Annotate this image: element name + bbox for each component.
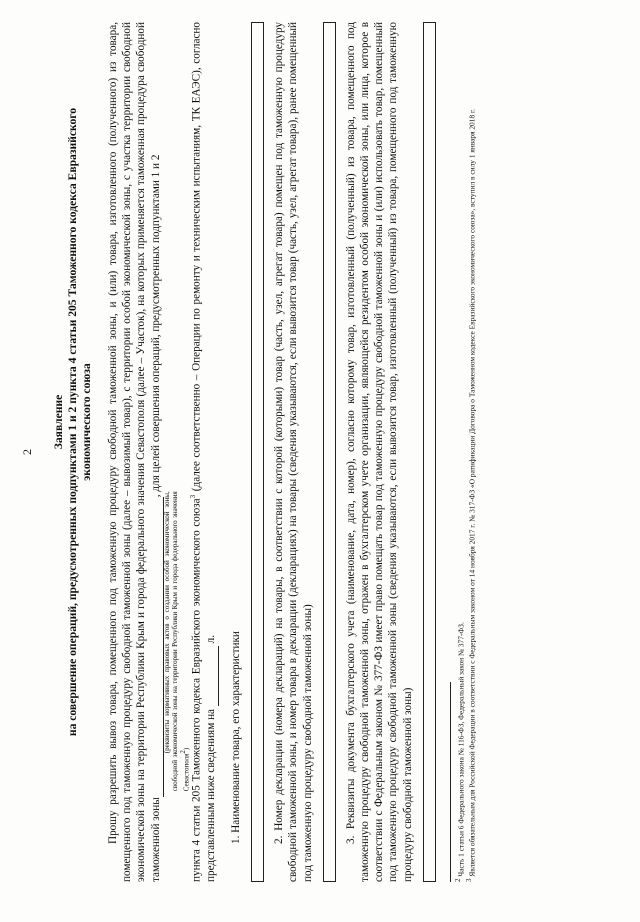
title-line-3: экономического союза (80, 363, 93, 481)
footnote-2 (454, 22, 465, 882)
footnote-ref-3: 3 (188, 494, 197, 499)
paragraph-article-part4: (далее соответственно – Операции по ремонту и техническим испытаниям, ТК ЕАЭС), согласно представленным ниже сведениям на (190, 22, 217, 882)
paragraph-article (186, 22, 219, 882)
blank-sheets-count[interactable] (204, 646, 219, 706)
legal-acts-label: (реквизиты нормативных правовых актов о создании особой экономической зоны, свободной экономической зоны на территории Республики Крым и города федерального значения Севастополя (162, 491, 190, 792)
item-1-field[interactable] (251, 22, 264, 882)
sheets-suffix: л. (204, 634, 217, 644)
document-title (52, 32, 94, 812)
title-line-1: Заявление (52, 394, 65, 450)
page-number: 2 (20, 449, 34, 455)
page-content (8, 22, 628, 882)
item-3-label: 3. Реквизиты документа бухгалтерского учета (наименование, дата, номер), согласно которому товар, изготовленный (полученный) из товара, помещенного под таможенную процедуру свободной таможенной зоны, отражен в бухгалтерском учете организации, являющейся резидентом особой экономической зоны, или лица, которое в соответствии с Федеральным законом № 377-ФЗ имеет право помещать товар под таможенную процедуру свободной таможенной зоны и (или) использовать товар, помещенный под таможенную процедуру свободной таможенной зоны (сведения указываются, если вывозится товар, изготовленный (полученный) из товара, помещенного под таможенную процедуру свободной таможенной зоны) (344, 22, 414, 882)
title-line-2: на совершение операций, предусмотренных подпунктами 1 и 2 пункта 4 статьи 205 Таможенного кодекса Евразийского (66, 107, 79, 737)
paragraph-request-part1: Прошу разрешить вывоз товара, помещенного под таможенную процедуру свободной таможенной зоны, и (или) товара, изготовленного (полученного) из товара, помещенного под таможенную процедуру свободной таможенной зоны (далее – вывозимый товар), с территории особой экономической зоны, с участка территории свободной экономической зоны на территории Республики Крым и города федерального значения Севастополя (далее – Участок), на которых применяется таможенная процедура свободной таможенной зоны (107, 22, 162, 882)
footnote-ref-2: 2 (178, 750, 187, 754)
paragraph-article-part3: пункта 4 статьи 205 Таможенного кодекса Евразийского экономического союза (190, 498, 203, 882)
footnote-3-mark: 3 (465, 878, 474, 882)
footnote-3 (465, 22, 476, 882)
footnote-3-text: Является обязательным для Российской Федерации в соответствии с Федеральным законом от 14 ноября 2017 г. № 317-ФЗ «О ратификации Договора о Таможенном кодексе Евразийского экономического союза», вступил в силу 1 января 2018 г. (467, 108, 477, 877)
item-2-field[interactable] (323, 22, 336, 882)
footnote-divider (450, 682, 451, 882)
item-1-label: 1. Наименование товара, его характеристики (229, 631, 242, 844)
blank-legal-acts[interactable]: (реквизиты нормативных правовых актов о создании особой экономической зоны, свободной экономической зоны на территории Республики Крым и города федерального значения Севастополя$^2$) (149, 497, 164, 797)
item-2-label: 2. Номер декларации (номера деклараций) на товары, в соответствии с которой (которыми) товар (часть, узел, агрегат товара) помещен под таможенную процедуру свободной таможенной зоны, и номер товара в декларации (декларациях) на товары (сведения указываются, если вывозится товар (часть, узел, агрегат товара), ранее помещенный под таможенную процедуру свободной таможенной зоны) (273, 22, 314, 882)
paragraph-request (106, 22, 190, 882)
footnote-2-mark: 2 (453, 878, 462, 882)
item-3-field[interactable] (423, 22, 436, 882)
document-body (106, 22, 477, 882)
footnote-2-text: Часть 1 статьи 6 Федерального закона № 116-ФЗ, Федеральный закон № 377-ФЗ. (456, 622, 466, 877)
paragraph-request-part2: , для целей совершения операций, предусмотренных подпунктами 1 и 2 (149, 154, 162, 498)
